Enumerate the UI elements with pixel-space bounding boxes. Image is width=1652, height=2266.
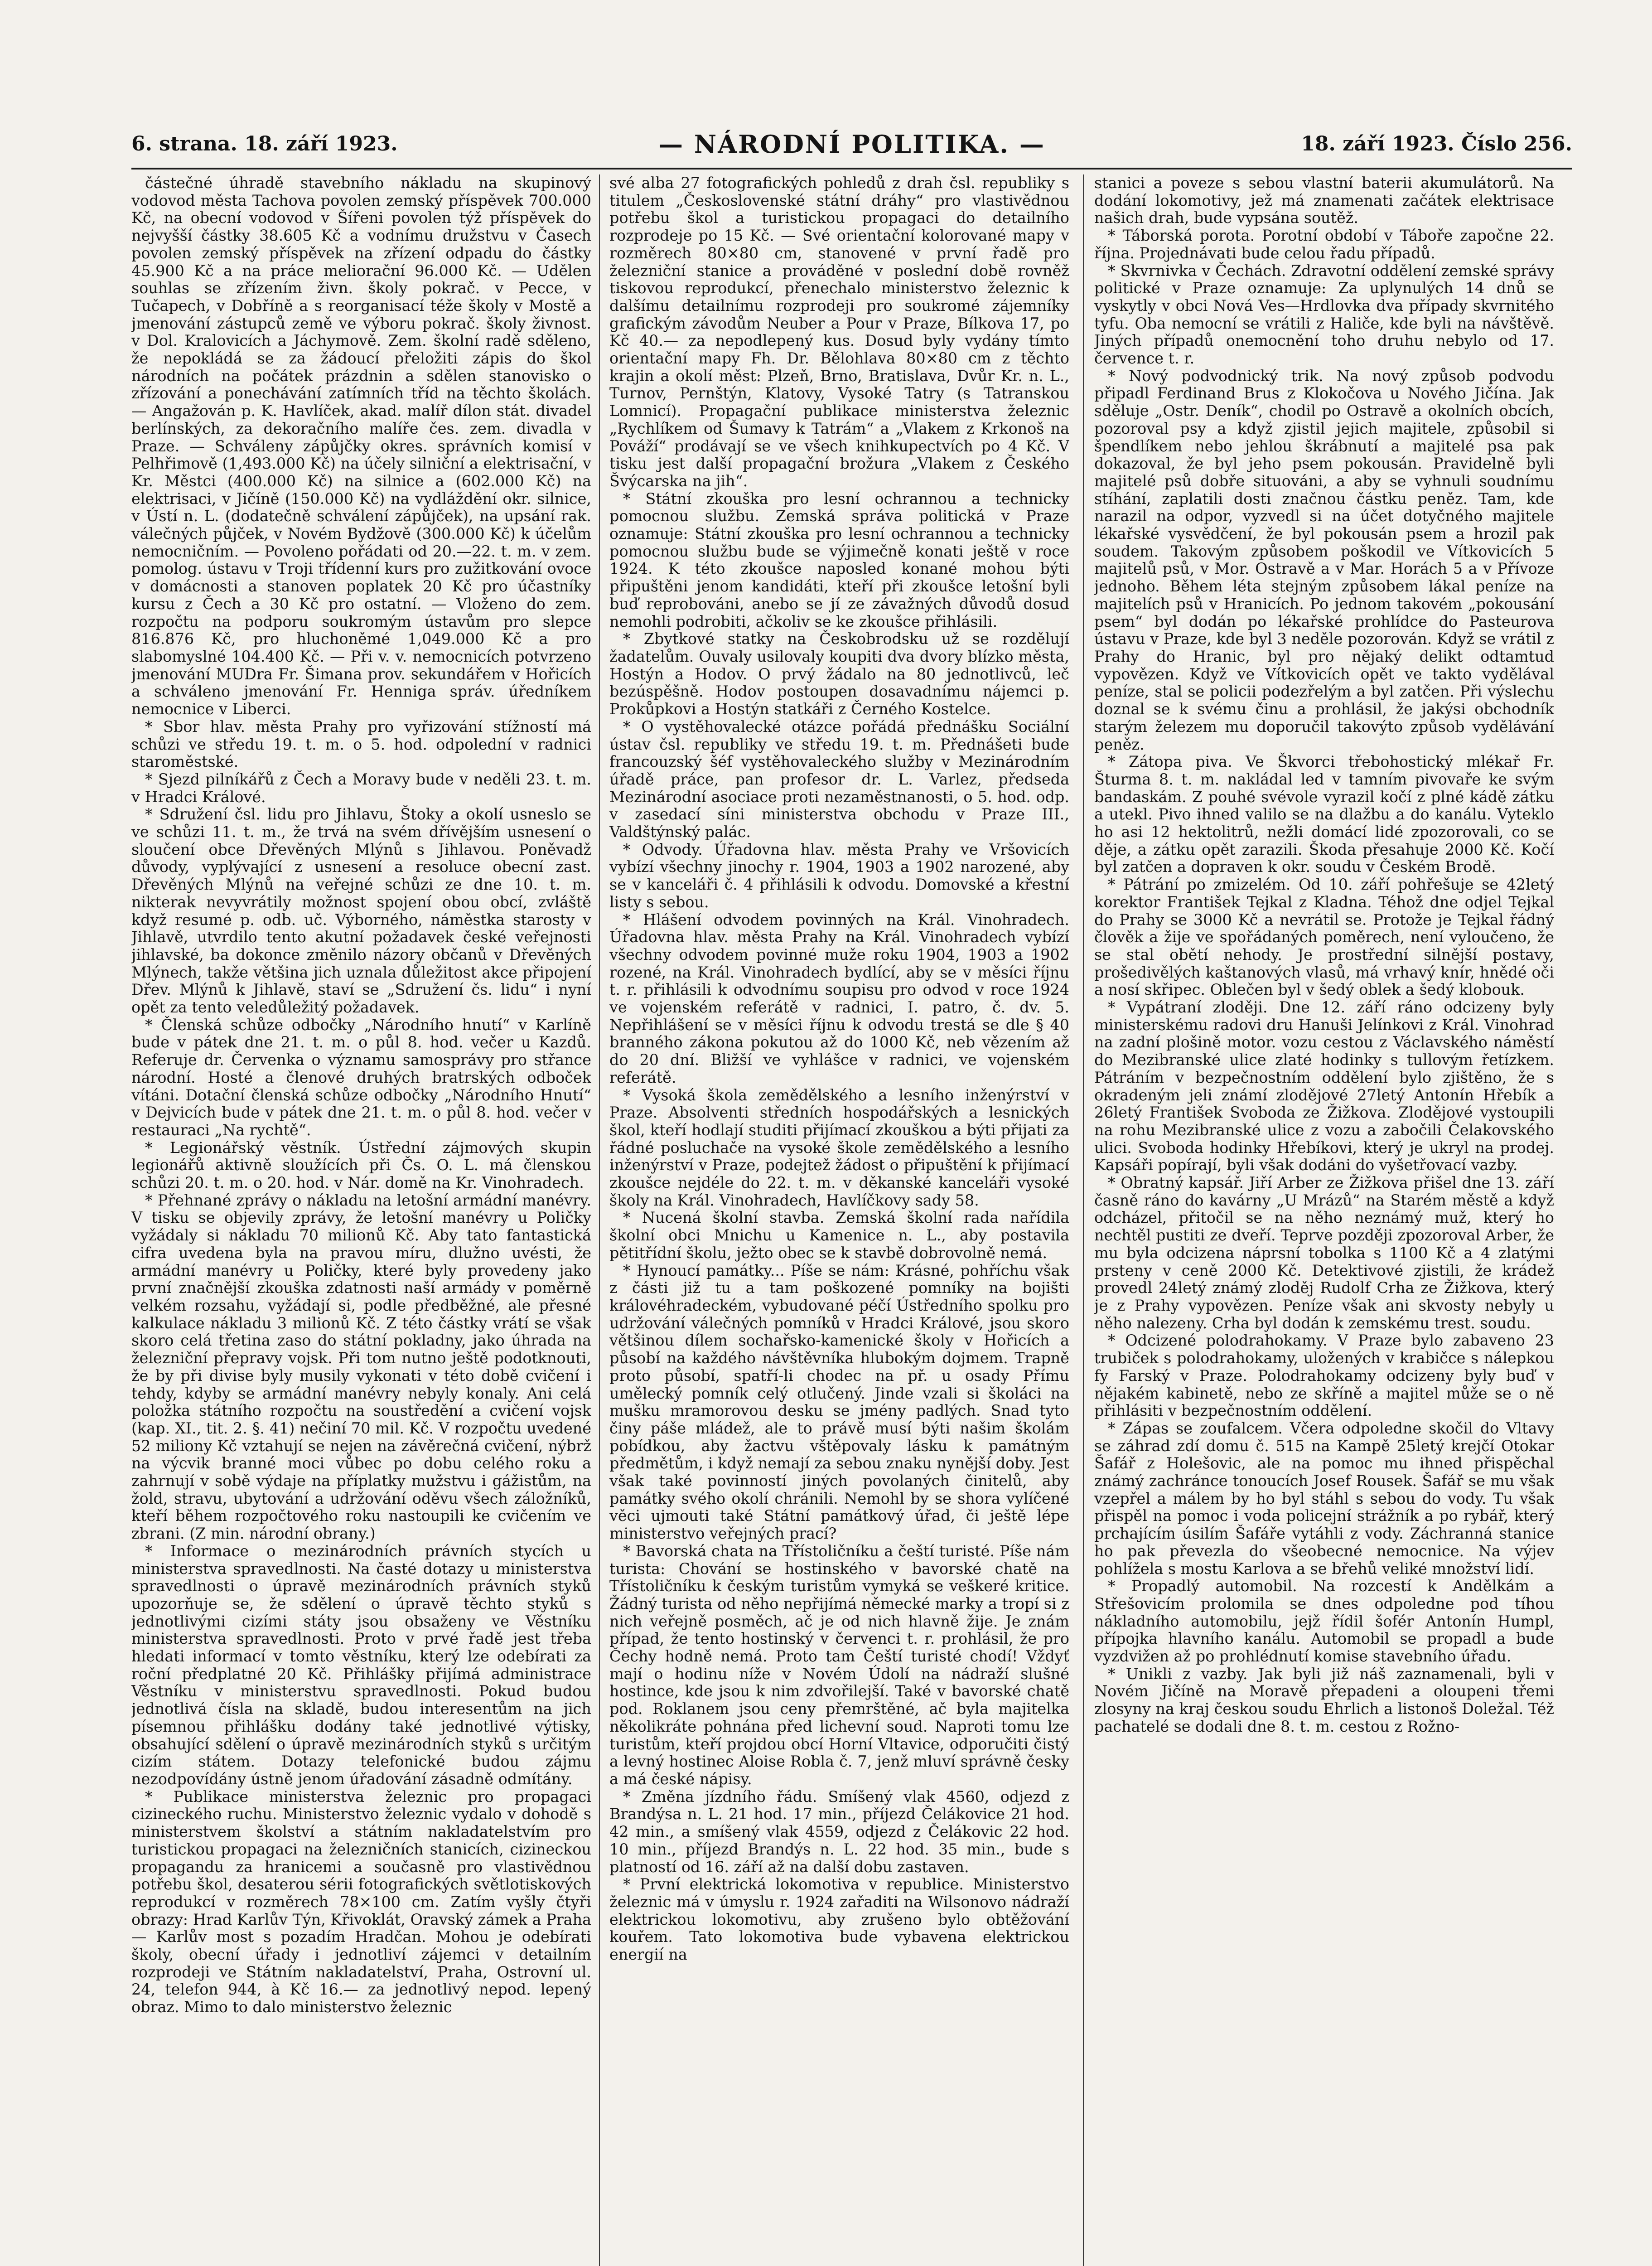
article-paragraph: * Státní zkouška pro lesní ochrannou a technicky pomocnou službu. Zemská správa politická v Praze oznamuje: Státní zkouška pro lesní ochrannou a technicky pomocnou službu bude se výjimečně konati ještě v roce 1924. K této zkoušce naposled konané mohou býti připuštěni jenom kandidáti, kteří při zkoušce letošní byli buď reprobováni, anebo se jí ze závažných důvodů dosud nemohli podrobiti, ačkoliv se ke zkoušce přihlásili. xyxy=(609,489,1069,630)
column-divider xyxy=(599,174,600,2266)
article-paragraph: * Táborská porota. Porotní období v Táboře započne 22. října. Projednávati bude celou řadu případů. xyxy=(1094,227,1554,262)
issue-number: 18. září 1923. Číslo 256. xyxy=(1301,132,1572,155)
text-column-1 xyxy=(131,174,591,2266)
article-paragraph: * Pátrání po zmizelém. Od 10. září pohřešuje se 42letý korektor František Tejkal z Kladna. Téhož dne odjel Tejkal do Prahy se 3000 Kč a nevrátil se. Protože je Tejkal řádný člověk a žije ve spořádaných poměrech, není vyloučeno, že se stal obětí nehody. Je prostřední silnější postavy, prošedivělých kaštanových vlasů, má vrhavý knír, hnědé oči a nosí skřipec. Oblečen byl v šedý oblek a šedý klobouk. xyxy=(1094,876,1554,999)
article-paragraph: své alba 27 fotografických pohledů z drah čsl. republiky s titulem „Československé státní dráhy“ pro vlastivědnou potřebu škol a turistickou propagaci do detailního rozprodeje po 15 Kč. — Své orientační kolorované mapy v rozměrech 80×80 cm, stanovené v první řadě pro železniční stanice a prováděné v poslední době rovněž tiskovou reprodukcí, přenechalo ministerstvo železnic k dalšímu detailnímu rozprodeji pro soukromé zájemníky grafickým závodům Neuber a Pour v Praze, Bílkova 17, po Kč 40.— za nepodlepený kus. Dosud byly vydány tímto orientační mapy Fh. Dr. Bělohlava 80×80 cm z těchto krajin a okolí měst: Plzeň, Brno, Bratislava, Dvůr Kr. n. L., Turnov, Pernštýn, Klatovy, Vysoké Tatry (s Tatranskou Lomnicí). Propagační publikace ministerstva železnic „Rychlíkem od Šumavy k Tatrám“ a „Vlakem z Krkonoš na Pováží“ prodávají se ve všech knihkupectvích po 4 Kč. V tisku jest další propagační brožura „Vlakem z Českého Švýcarska na jih“. xyxy=(609,174,1069,490)
article-paragraph: * Členská schůze odbočky „Národního hnutí“ v Karlíně bude v pátek dne 21. t. m. o půl 8. hod. večer u Kazdů. Referuje dr. Červenka o významu samosprávy pro střance národní. Hosté a členové druhých bratrských odboček vítáni. Dotační členská schůze odbočky „Národního Hnutí“ v Dejvicích bude v pátek dne 21. t. m. o půl 8. hod. večer v restauraci „Na rychtě“. xyxy=(131,1016,591,1139)
article-paragraph: * Propadlý automobil. Na rozcestí k Andělkám a Střešovicím prolomila se dnes odpoledne pod tíhou nákladního automobilu, jejž řídil šofér Antonín Humpl, přípojka hlavního kanálu. Automobil se propadl a bude vyzdvižen až po prohlédnutí komise stavebního úřadu. xyxy=(1094,1577,1554,1666)
masthead-title: — NÁRODNÍ POLITIKA. — xyxy=(658,130,1045,159)
article-paragraph: * Skvrnivka v Čechách. Zdravotní oddělení zemské správy politické v Praze oznamuje: Za uplynulých 14 dnů se vyskytly v obci Nová Ves—Hrdlovka dva případy skvrnitého tyfu. Oba nemocní se vrátili z Haliče, kde byli na návštěvě. Jiných případů onemocnění toho druhu nebylo od 17. července t. r. xyxy=(1094,261,1554,368)
article-paragraph: * Odvody. Úřadovna hlav. města Prahy ve Vršovicích vybízí všechny jinochy r. 1904, 1903 a 1902 narozené, aby se v kanceláři č. 4 přihlásili k odvodu. Domovské a křestní listy s sebou. xyxy=(609,840,1069,911)
article-paragraph: * Obratný kapsář. Jiří Arber ze Žižkova přišel dne 13. září časně ráno do kavárny „U Mrázů“ na Starém městě a když odcházel, přitočil se na něho neznámý muž, který ho nechtěl pustiti ze dveří. Teprve později zpozoroval Arber, že mu byla odcizena náprsní tobolka s 1100 Kč a 4 zlatými prsteny v ceně 2000 Kč. Detektivové zjistili, že krádež provedl 24letý známý zloděj Rudolf Crha ze Žižkova, který je z Prahy vypovězen. Peníze však ani skvosty nebyly u něho nalezeny. Crha byl dodán k zemskému trest. soudu. xyxy=(1094,1174,1554,1332)
article-paragraph: * Hynoucí památky... Píše se nám: Krásné, pohříchu však z části již tu a tam poškozené pomníky na bojišti královéhradeckém, vybudované péčí Ústředního spolku pro udržování válečných pomníků v Hradci Králové, jsou skoro většinou dílem sochařsko-kamenické školy v Hořicích a působí na každého návštěvníka hlubokým dojmem. Trapně proto působí, spatří-li chodec na př. u osady Přímu umělecký pomník celý otlučený. Jinde vzali si školáci na mušku mramorovou desku se jmény padlých. Snad tyto činy páše mládež, ale to právě musí býti našim školám pobídkou, aby žactvu vštěpovaly lásku k památným předmětům, i když nemají za sebou znaku nynější doby. Jest však také povinností jiných povolaných činitelů, aby památky svého okolí chránili. Nemohl by se shora vylíčené věci ujmouti také Státní památkový úřad, či ještě lépe ministerstvo veřejných prací? xyxy=(609,1261,1069,1543)
article-paragraph: * Sjezd pilníkářů z Čech a Moravy bude v neděli 23. t. m. v Hradci Králové. xyxy=(131,770,591,806)
article-paragraph: * O vystěhovalecké otázce pořádá přednášku Sociální ústav čsl. republiky ve středu 19. t. m. Přednášeti bude francouzský šéf vystěhovaleckého služby v Mezinárodním úřadě práce, pan profesor dr. L. Varlez, předseda Mezinárodní asociace proti nezaměstnanosti, o 5. hod. odp. v zasedací síni ministerstva obchodu v Praze III., Valdštýnský palác. xyxy=(609,717,1069,841)
article-paragraph: * Publikace ministerstva železnic pro propagaci cizineckého ruchu. Ministerstvo železnic vydalo v dohodě s ministerstvem školství a státním nakladatelstvím pro turistickou propagaci na železničních stanicích, cizineckou propagandu za hranicemi a současně pro vlastivědnou potřebu škol, desaterou sérii fotografických světlotiskových reprodukcí v rozměrech 78×100 cm. Zatím vyšly čtyři obrazy: Hrad Karlův Týn, Křivoklát, Oravský zámek a Praha — Karlův most s pozadím Hradčan. Mohou je odebírati školy, obecní úřady i jednotliví zájemci v detailním rozprodeji ve Státním nakladatelství, Praha, Ostrovní ul. 24, telefon 944, à Kč 16.— za jednotlivý nepod. lepený obraz. Mimo to dalo ministerstvo železnic xyxy=(131,1787,591,2016)
page-header xyxy=(131,132,1572,164)
article-paragraph: * Sdružení čsl. lidu pro Jihlavu, Štoky a okolí usneslo se ve schůzi 11. t. m., že trvá na svém dřívějším usnesení o sloučení obce Dřevěných Mlýnů s Jihlavou. Poněvadž důvody, vyplývající z usnesení a resoluce obecní zast. Dřevěných Mlýnů na veřejné schůzi ze dne 10. t. m. nikterak nevyvrátily možnost spojení obou obcí, zvláště když resumé p. odb. uč. Výborného, náměstka starosty v Jihlavě, utvrdilo tento akutní požadavek české veřejnosti jihlavské, ba dokonce změnilo názory občanů v Dřevěných Mlýnech, takže většina jich uznala důležitost akce připojení Dřev. Mlýnů k Jihlavě, staví se „Sdružení čs. lidu“ i nyní opět za tento veledůležitý požadavek. xyxy=(131,805,591,1017)
article-paragraph: * Zátopa piva. Ve Škvorci třebohostický mlékař Fr. Šturma 8. t. m. nakládal led v tamním pivovaře ke svým bandaskám. Z pouhé svévole vyrazil kočí z plné kádě zátku a utekl. Pivo ihned valilo se na dlažbu a do kanálu. Vyteklo ho asi 12 hektolitrů, nežli domácí lidé zpozorovali, co se děje, a zátku opět zarazili. Škoda přesahuje 2000 Kč. Kočí byl zatčen a dopraven k okr. soudu v Českém Brodě. xyxy=(1094,753,1554,876)
article-paragraph: * Legionářský věstník. Ústřední zájmových skupin legionářů aktivně sloužících při Čs. O. L. má členskou schůzi 20. t. m. o 20. hod. v Nár. domě na Kr. Vinohradech. xyxy=(131,1138,591,1192)
article-paragraph: * Informace o mezinárodních právních stycích u ministerstva spravedlnosti. Na časté dotazy u ministerstva spravedlnosti o úpravě mezinárodních právních styků upozorňuje se, že sdělení o úpravě těchto styků s jednotlivými cizími státy jsou obsaženy ve Věstníku ministerstva spravedlnosti. Proto v prvé řadě jest třeba hledati informací v tomto věstníku, který lze odebírati za roční předplatné 20 Kč. Přihlášky přijímá administrace Věstníku v ministerstvu spravedlnosti. Pokud budou jednotlivá čísla na skladě, budou interesentům na jich písemnou přihlášku dodány také jednotlivé výtisky, obsahující sdělení o úpravě mezinárodních styků s určitým cizím státem. Dotazy telefonické budou zájmu nezodpovídány ústně jenom úřadování zásadně odmítány. xyxy=(131,1542,591,1788)
article-paragraph: * První elektrická lokomotiva v republice. Ministerstvo železnic má v úmyslu r. 1924 zařaditi na Wilsonovo nádraží elektrickou lokomotivu, aby zrušeno bylo obtěžování kouřem. Tato lokomotiva bude vybavena elektrickou energií na xyxy=(609,1875,1069,1964)
article-paragraph: * Nový podvodnický trik. Na nový způsob podvodu připadl Ferdinand Brus z Klokočova u Nového Jičína. Jak sděluje „Ostr. Deník“, chodil po Ostravě a okolních obcích, pozoroval psy a když zjistil jejich majitele, způsobil si špendlíkem nebo jehlou škrábnutí a majitelé psa pak dokazoval, že byl jeho psem pokousán. Pravidelně byli majitelé psů dobře situováni, a aby se vyhnuli soudnímu stíhání, zaplatili dosti značnou částku peněz. Tam, kde narazil na odpor, vyzvedl si na účet dotyčného majitele lékařské vysvědčení, že byl pokousán psem a hrozil pak soudem. Takovým způsobem poškodil ve Vítkovicích 5 majitelů psů, v Mor. Ostravě a v Mar. Horách 5 a v Přívoze jednoho. Během léta stejným způsobem lákal peníze na majitelích psů v Hranicích. Po jednom takovém „pokousání psem“ byl dodán po lékařské prohlídce do Pasteurova ústavu v Praze, kde byl 3 neděle pozorován. Když se vrátil z Prahy do Hranic, byl pro nějaký delikt odtamtud vypovězen. Když ve Vítkovicích opět ve takto vydělával peníze, stal se policii podezřelým a byl zatčen. Při výslechu doznal se k svému činu a prohlásil, že jakýsi obchodník starým železem mu doporučil takovýto způsob vydělávání peněz. xyxy=(1094,367,1554,753)
article-paragraph: částečné úhradě stavebního nákladu na skupinový vodovod města Tachova povolen zemský příspěvek 700.000 Kč, na obecní vodovod v Šířeni povolen týž příspěvek do nejvyšší částky 38.605 Kč a vodnímu družstvu v Časech povolen zemský příspěvek na zřízení odpadu do částky 45.900 Kč a na práce meliorační 96.000 Kč. — Udělen souhlas se zřízením živn. školy pokrač. v Pecce, v Tučapech, v Dobříně a s reorganisací téže školy v Mostě a jmenování zástupců země ve výboru pokrač. školy živnost. v Dol. Kralovicích a Jáchymově. Zem. školní radě sděleno, že nepokládá se za žádoucí přeložiti zápis do škol národních na počátek prázdnin a sdělen stanovisko o zřízování a ponechávání zatímních tříd na těchto školách. — Angažován p. K. Havlíček, akad. malíř dílon stát. divadel berlínských, za dekoračního malíře čes. zem. divadla v Praze. — Schváleny zápůjčky okres. správních komisí v Pelhřimově (1,493.000 Kč) na účely silniční a elektrisační, v Kr. Městci (400.000 Kč) na silnice a (602.000 Kč) na elektrisaci, v Jičíně (150.000 Kč) na vydláždění okr. silnice, v Ústí n. L. (dodatečně schválení zápůjček), na upsání rak. válečných půjček, v Novém Bydžově (300.000 Kč) k účelům nemocničním. — Povoleno pořádati od 20.—22. t. m. v zem. pomolog. ústavu v Troji třídenní kurs pro zužitkování ovoce v domácnosti a stanoven poplatek 20 Kč pro účastníky kursu z Čech a 30 Kč pro ostatní. — Vloženo do zem. rozpočtu na podporu soukromým ústavům pro slepce 816.876 Kč, pro hluchoněmé 1,049.000 Kč a pro slabomyslné 104.400 Kč. — Při v. v. nemocnicích potvrzeno jmenování MUDra Fr. Šimana prov. sekundářem v Hořicích a schváleno jmenování Fr. Henniga správ. úředníkem nemocnice v Liberci. xyxy=(131,174,591,718)
article-paragraph: * Hlášení odvodem povinných na Král. Vinohradech. Úřadovna hlav. města Prahy na Král. Vinohradech vybízí všechny odvodem povinné muže roku 1904, 1903 a 1902 rozené, na Král. Vinohradech bydlící, aby se v měsíci říjnu t. r. přihlásili k odvodnímu soupisu pro odvod v roce 1924 ve vojenském referátě v radnici, I. patro, č. dv. 5. Nepřihlášení se v měsíci říjnu k odvodu trestá se dle § 40 branného zákona pokutou až do 1000 Kč, neb vězením až do 20 dní. Bližší ve vyhlášce v radnici, ve vojenském referátě. xyxy=(609,910,1069,1086)
article-paragraph: * Unikli z vazby. Jak byli již náš zaznamenali, byli v Novém Jičíně na Moravě přepadeni a oloupeni třemi zlosyny na kraj českou soudu Ehrlich a listonoš Doležal. Též pachatelé se dodali dne 8. t. m. cestou z Rožno- xyxy=(1094,1665,1554,1735)
article-paragraph: * Zbytkové statky na Českobrodsku už se rozdělují žadatelům. Ouvaly usilovaly koupiti dva dvory blízko města, Hostýn a Hodov. O prvý žádalo na 80 jednotlivců, leč bezúspěšně. Hodov postoupen dosavadnímu nájemci p. Prokůpkovi a Hostýn statkáři z Černého Kostelce. xyxy=(609,630,1069,718)
text-column-3 xyxy=(1094,174,1554,2266)
article-paragraph: * Sbor hlav. města Prahy pro vyřizování stížností má schůzi ve středu 19. t. m. o 5. hod. odpolední v radnici staroměstské. xyxy=(131,717,591,771)
article-paragraph: * Nucená školní stavba. Zemská školní rada nařídila školní obci Mnichu u Kamenice n. L., aby postavila pětitřídní školu, ježto obec se k stavbě dobrovolně nemá. xyxy=(609,1209,1069,1262)
article-paragraph: * Zápas se zoufalcem. Včera odpoledne skočil do Vltavy se záhrad zdí domu č. 515 na Kampě 25letý krejčí Otokar Šafář z Holešovic, ale na pomoc mu ihned přispěchal známý zachránce tonoucích Josef Rousek. Šafář se mu však vzepřel a málem by ho byl stáhl s sebou do vody. Tu však přispěl na pomoc i voda policejní strážník a po rybář, který prchajícím úsilím Šafáře vytáhli z vody. Záchranná stanice ho pak převezla do všeobecné nemocnice. Na výjev pohlížela s mostu Karlova a se břehů veliké množství lidí. xyxy=(1094,1419,1554,1578)
header-rule xyxy=(131,168,1572,169)
article-paragraph: * Přehnané zprávy o nákladu na letošní armádní manévry. V tisku se objevily zprávy, že letošní manévry u Poličky vyžádaly si nákladu 70 milionů Kč. Aby tato fantastická cifra uvedena byla na pravou míru, dlužno uvésti, že armádní manévry u Poličky, které byly provedeny jako první značnější zkouška zdatnosti naší armády v poměrně velkém rozsahu, vyžádají si, podle předběžné, ale přesné kalkulace nákladu 3 milionů Kč. Z této částky vrátí se však skoro celá třetina zaso do státní pokladny, jako úhrada na železniční přepravy vojsk. Při tom nutno ještě podotknouti, že by při divise byly musily vykonati v této době cvičení i tehdy, kdyby se armádní manévry nebyly konaly. Ani celá položka státního rozpočtu na soustředění a cvičení vojsk (kap. XI., tit. 2. §. 41) nečiní 70 mil. Kč. V rozpočtu uvedené 52 miliony Kč vztahují se nejen na závěrečná cvičení, nýbrž na výcvik branné moci vůbec po dobu celého roku a zahrnují v sobě výdaje na příplatky mužstvu i gážistům, na žold, stravu, ubytování a udržování oděvu všech záložníků, kteří během rozpočtového roku nastoupili ke cvičením ve zbrani. (Z min. národní obrany.) xyxy=(131,1191,591,1543)
article-paragraph: * Bavorská chata na Třístoličníku a čeští turisté. Píše nám turista: Chování se hostinského v bavorské chatě na Třístoličníku k českým turistům vymyká se veškeré kritice. Žádný turista od něho nepřijímá německé marky a tropí si z nich veřejně posměch, ač je od nich hlavně žije. Je znám případ, že tento hostinský v červenci t. r. prohlásil, že pro Čechy hodně nemá. Proto tam Čeští turisté chodí! Vždyť mají o hodinu níže v Novém Údolí na nádraží slušné hostince, kde jsou k nim zdvořilejší. Také v bavorské chatě pod. Roklanem jsou ceny přemrštěné, ač byla majitelka několikráte pohnána před lichevní soud. Naproti tomu lze turistům, kteří projdou obcí Horní Vltavice, odporučiti čistý a levný hostinec Aloise Robla č. 7, jenž mluví správně česky a má české nápisy. xyxy=(609,1542,1069,1788)
page-number-date: 6. strana. 18. září 1923. xyxy=(131,132,398,155)
article-paragraph: * Odcizené polodrahokamy. V Praze bylo zabaveno 23 trubiček s polodrahokamy, uložených v krabičce s nálepkou fy Farský v Praze. Polodrahokamy odcizeny byly buď v nějakém kabinetě, nebo ze skříně a majitel může se o ně přihlásiti v bezpečnostním oddělení. xyxy=(1094,1332,1554,1420)
article-paragraph: * Vysoká škola zemědělského a lesního inženýrství v Praze. Absolventi středních hospodářských a lesnických škol, kteří hodlají studiti přijímací zkouškou a býti přijati za řádné posluchače na vysoké škole zemědělského a lesního inženýrství v Praze, podejtež žádost o připuštění k přijímací zkoušce nejdéle do 22. t. m. v děkanské kanceláři vysoké školy na Král. Vinohradech, Havlíčkovy sady 58. xyxy=(609,1086,1069,1209)
article-paragraph: * Vypátraní zloději. Dne 12. září ráno odcizeny byly ministerskému radovi dru Hanuši Jelínkovi z Král. Vinohrad na zadní plošině motor. vozu cestou z Václavského náměstí do Mezibranské ulice zlaté hodinky s tullovým řetízkem. Pátráním v bezpečnostním oddělení bylo zjištěno, že s okradeným jeli známí zlodějové 27letý Antonín Hřebík a 26letý František Svoboda ze Žižkova. Zlodějové vystoupili na rohu Mezibranské ulice z vozu a zabočili Čelakovského ulici. Svoboda hodinky Hřebíkovi, který je ukryl na prodej. Kapsáři popírají, byli však dodáni do vyšetřovací vazby. xyxy=(1094,998,1554,1174)
column-divider xyxy=(1083,174,1084,2266)
text-column-2 xyxy=(609,174,1069,2266)
article-paragraph: * Změna jízdního řádu. Smíšený vlak 4560, odjezd z Brandýsa n. L. 21 hod. 17 min., příjezd Čelákovice 21 hod. 42 min., a smíšený vlak 4559, odjezd z Čelákovic 22 hod. 10 min., příjezd Brandýs n. L. 22 hod. 35 min., bude s platností od 16. září až na další dobu zastaven. xyxy=(609,1787,1069,1876)
article-paragraph: stanici a poveze s sebou vlastní baterii akumulátorů. Na dodání lokomotivy, jež má znamenati začátek elektrisace našich drah, bude vypsána soutěž. xyxy=(1094,174,1554,227)
